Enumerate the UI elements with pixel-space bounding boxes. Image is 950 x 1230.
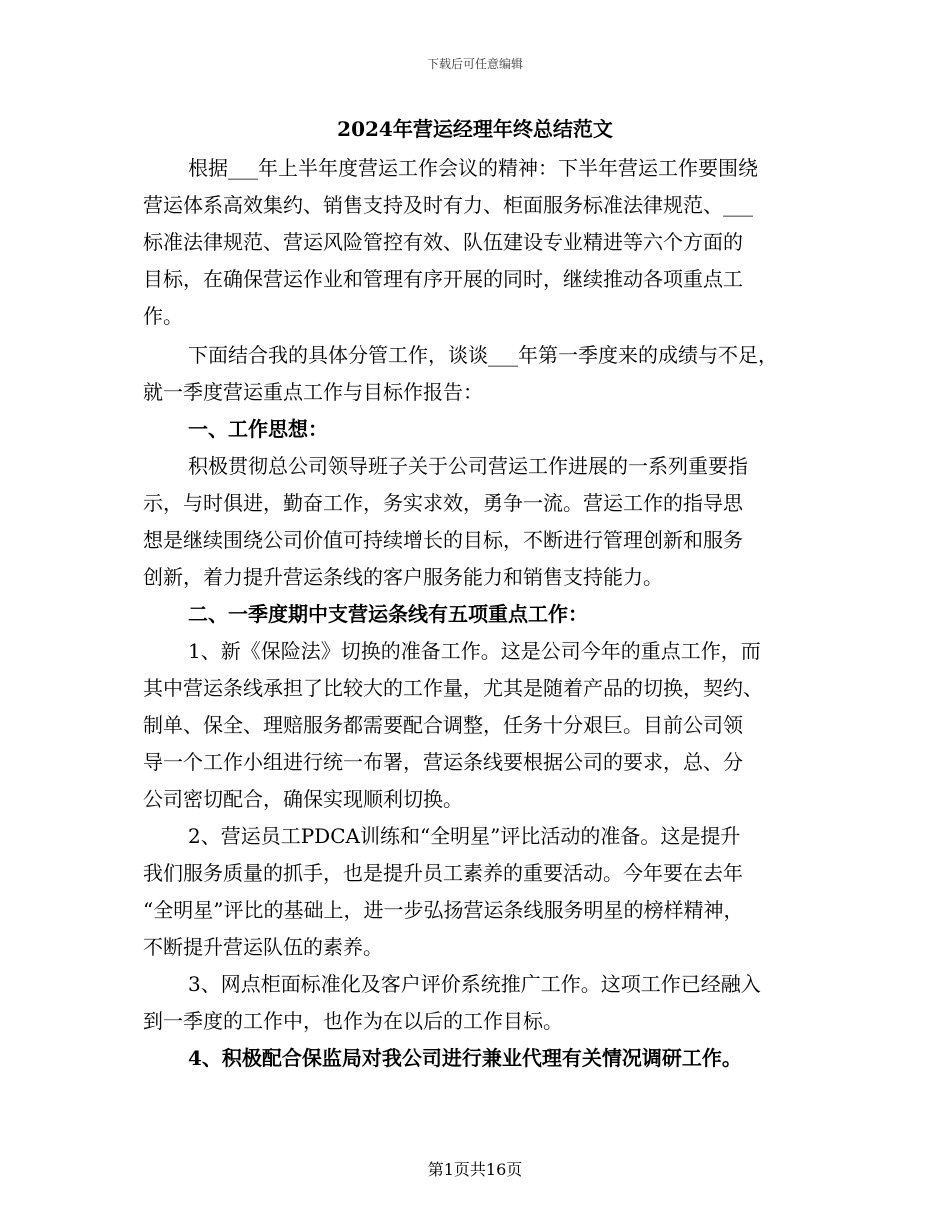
paragraph-line: 就一季度营运重点工作与目标作报告：: [143, 380, 483, 404]
paragraph-line: 导一个工作小组进行统一布署，营运条线要根据公司的要求，总、分: [143, 750, 743, 774]
page-footer: 第1页共16页: [427, 1160, 523, 1179]
paragraph-line: 不断提升营运队伍的素养。: [143, 935, 383, 959]
paragraph-line: 其中营运条线承担了比较大的工作量，尤其是随着产品的切换，契约、: [143, 676, 763, 700]
paragraph-line: 创新，着力提升营运条线的客户服务能力和销售支持能力。: [143, 565, 663, 589]
paragraph-line: 制单、保全、理赔服务都需要配合调整，任务十分艰巨。目前公司领: [143, 713, 743, 737]
section-heading: 4、积极配合保监局对我公司进行兼业代理有关情况调研工作。: [188, 1046, 742, 1070]
page-header: 下载后可任意编辑: [426, 57, 523, 71]
section-heading: 一、工作思想：: [188, 417, 328, 441]
paragraph-line: 2、营运员工PDCA训练和“全明星”评比活动的准备。这是提升: [188, 824, 741, 848]
paragraph-line: 3、网点柜面标准化及客户评价系统推广工作。这项工作已经融入: [188, 972, 761, 996]
paragraph-line: 目标，在确保营运作业和管理有序开展的同时，继续推动各项重点工: [143, 267, 743, 291]
paragraph-line: 我们服务质量的抓手，也是提升员工素养的重要活动。今年要在去年: [143, 861, 743, 885]
paragraph-line: 到一季度的工作中，也作为在以后的工作目标。: [143, 1009, 563, 1033]
section-heading: 二、一季度期中支营运条线有五项重点工作：: [188, 602, 588, 626]
paragraph-line: 想是继续围绕公司价值可持续增长的目标，不断进行管理创新和服务: [143, 528, 743, 552]
document-title: 2024年营运经理年终总结范文: [337, 117, 613, 141]
paragraph-line: “全明星”评比的基础上，进一步弘扬营运条线服务明星的榜样精神，: [143, 898, 744, 922]
paragraph-line: 作。: [143, 304, 183, 328]
paragraph-line: 标准法律规范、营运风险管控有效、队伍建设专业精进等六个方面的: [143, 230, 743, 254]
paragraph-line: 示，与时俱进，勤奋工作，务实求效，勇争一流。营运工作的指导思: [143, 491, 743, 515]
paragraph-line: 下面结合我的具体分管工作，谈谈___年第一季度来的成绩与不足，: [188, 343, 778, 367]
paragraph-line: 1、新《保险法》切换的准备工作。这是公司今年的重点工作，而: [188, 639, 761, 663]
paragraph-line: 积极贯彻总公司领导班子关于公司营运工作进展的一系列重要指: [188, 454, 748, 478]
paragraph-line: 公司密切配合，确保实现顺利切换。: [143, 787, 463, 811]
paragraph-line: 营运体系高效集约、销售支持及时有力、柜面服务标准法律规范、___: [143, 193, 753, 217]
paragraph-line: 根据___年上半年度营运工作会议的精神：下半年营运工作要围绕: [188, 156, 758, 180]
